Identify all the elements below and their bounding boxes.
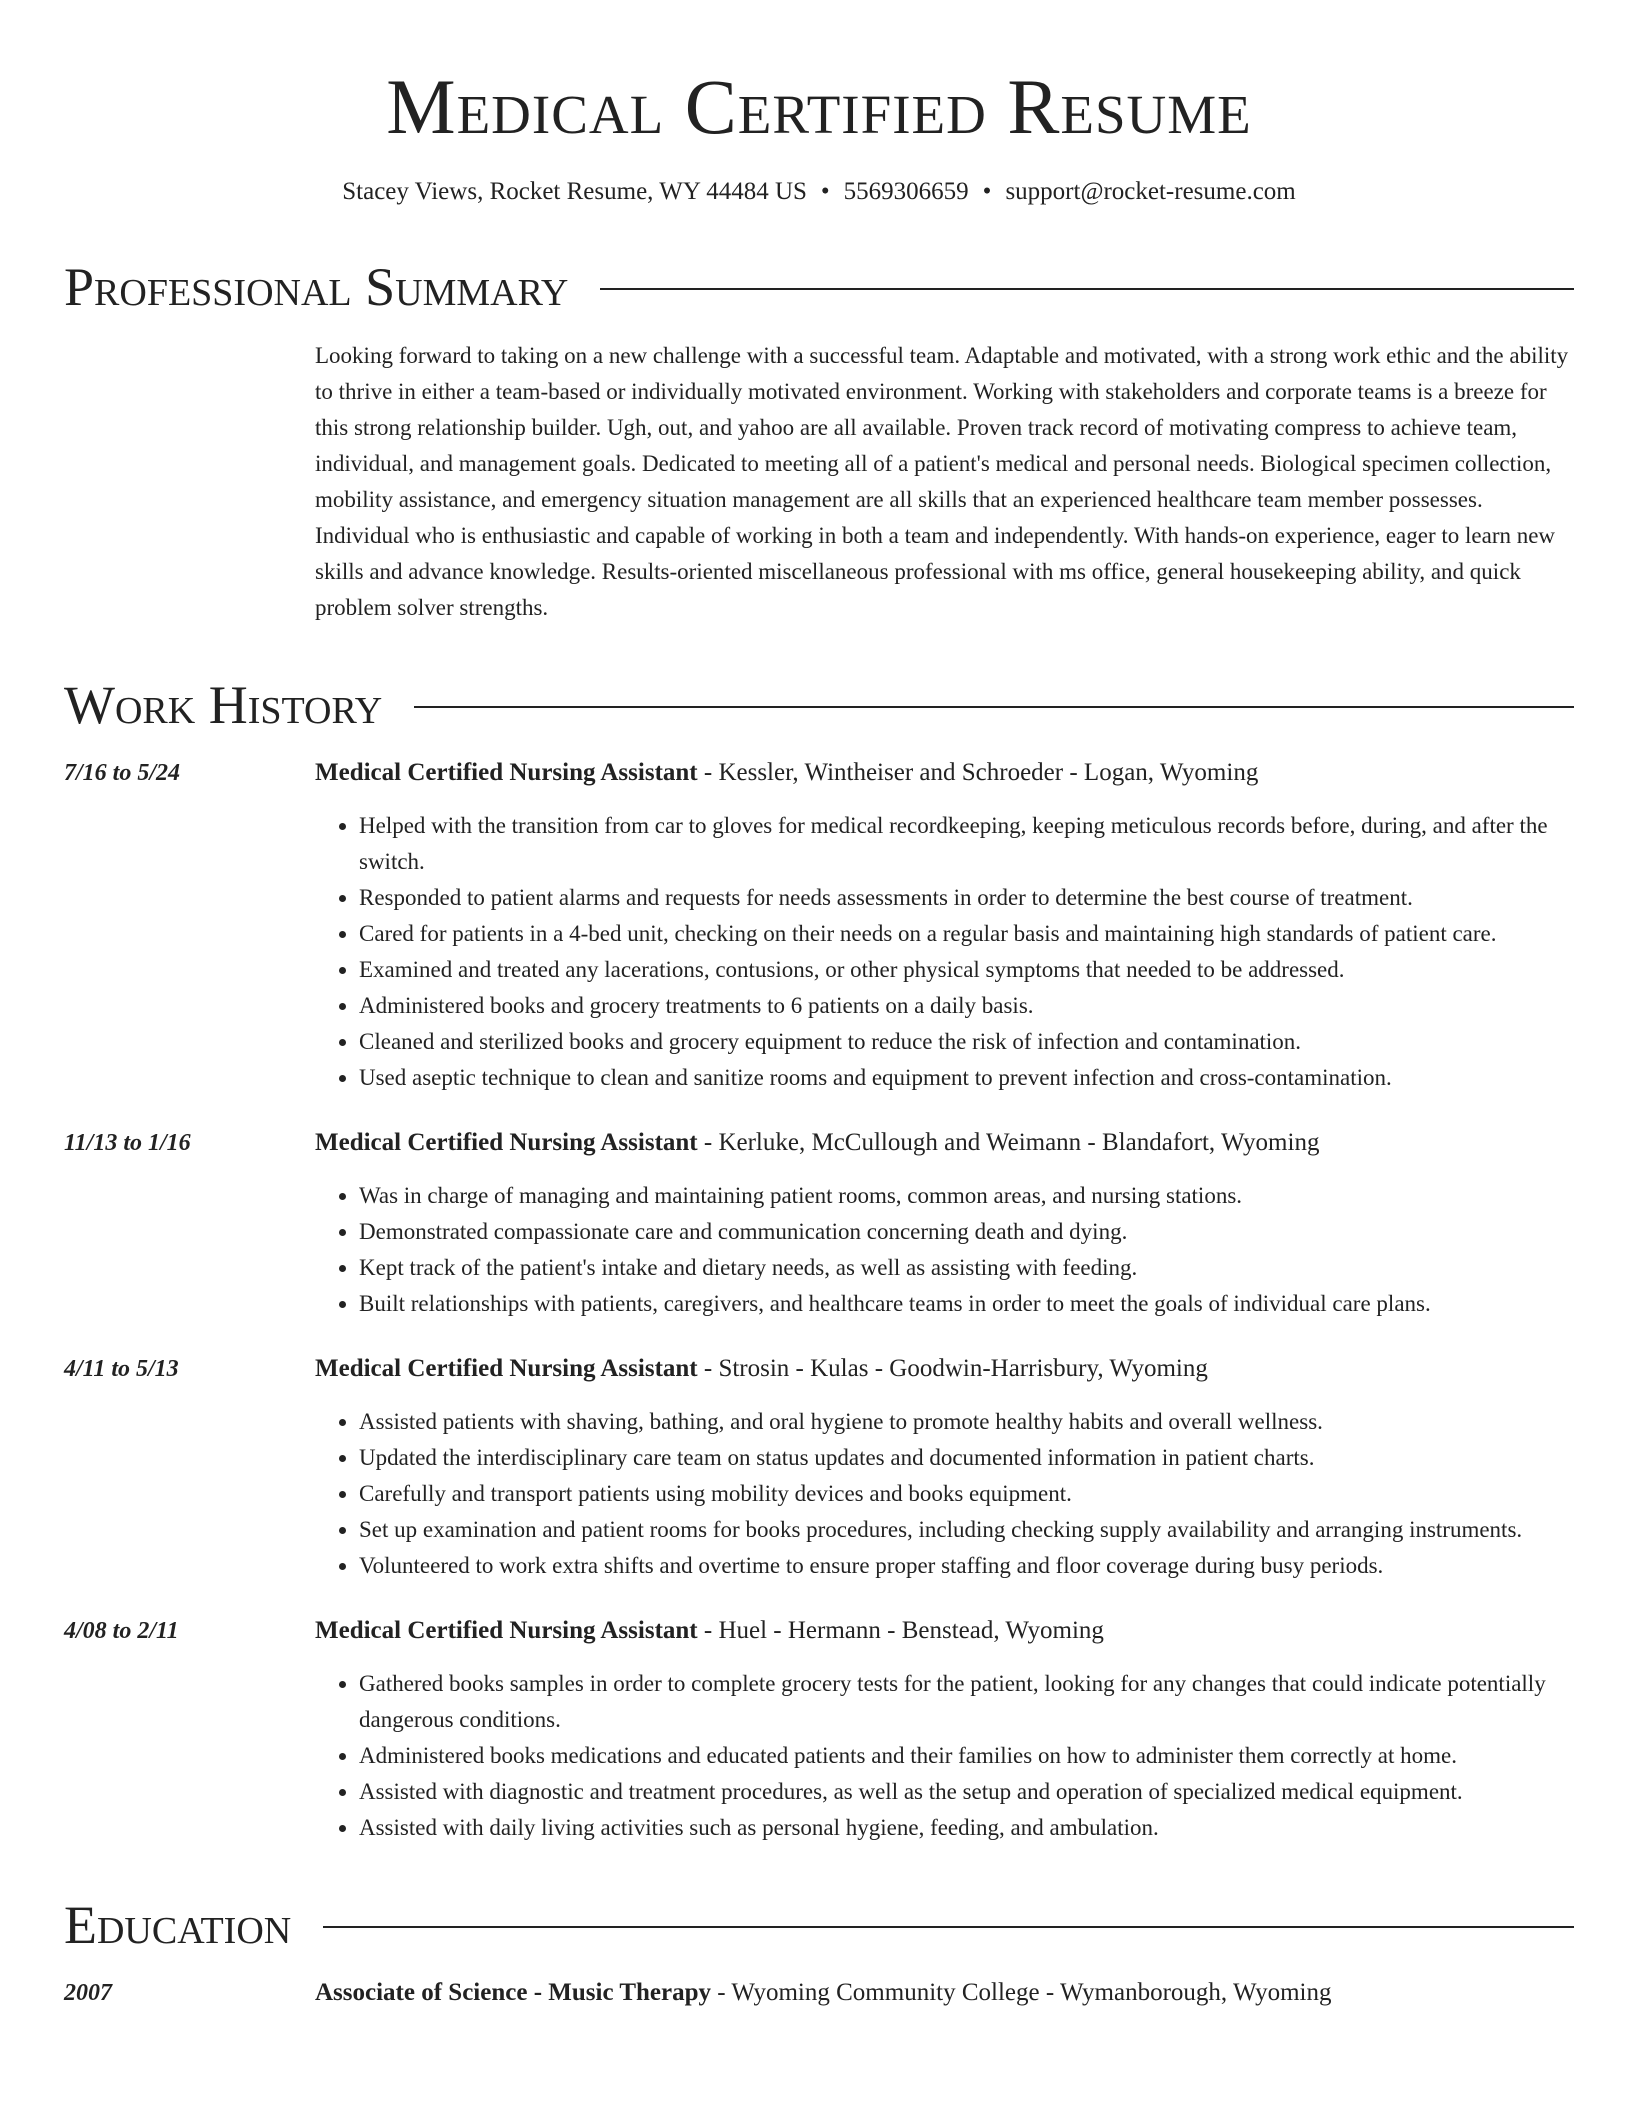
job-bullet: • Cleaned and sterilized books and grocery equipment to reduce the risk of infection and contamination.: [359, 1024, 1574, 1060]
job-bullet: • Set up examination and patient rooms for books procedures, including checking supply availability and arranging instruments.: [359, 1512, 1574, 1548]
job-heading: [315, 1126, 1574, 1160]
job-bullet: • Volunteered to work extra shifts and overtime to ensure proper staffing and floor coverage during busy periods.: [359, 1548, 1574, 1584]
job-bullet: • Helped with the transition from car to gloves for medical recordkeeping, keeping meticulous records before, during, and after the switch.: [359, 808, 1574, 880]
education-year: 2007: [64, 1980, 112, 2006]
job-bullet: • Built relationships with patients, caregivers, and healthcare teams in order to meet the goals of individual care plans.: [359, 1286, 1574, 1322]
education-section: [64, 1894, 1574, 2010]
job-bullet: • Cared for patients in a 4-bed unit, checking on their needs on a regular basis and maintaining high standards of patient care.: [359, 916, 1574, 952]
summary-text: Looking forward to taking on a new challenge with a successful team. Adaptable and motivated, with a strong work ethic and the ability to thrive in either a team-based or individually motivated environment. Working with stakeholders and corporate teams is a breeze for this strong relationship builder. Ugh, out, and yahoo are all available. Proven track record of motivating compress to achieve team, individual, and management goals. Dedicated to meeting all of a patient's medical and personal needs. Biological specimen collection, mobility assistance, and emergency situation management are all skills that an experienced healthcare team member possesses. Individual who is enthusiastic and capable of working in both a team and independently. With hands-on experience, eager to learn new skills and advance knowledge. Results-oriented miscellaneous professional with ms office, general housekeeping ability, and quick problem solver strengths.: [315, 343, 1569, 620]
job-dates: 11/13 to 1/16: [64, 1130, 191, 1156]
job-bullet: • Carefully and transport patients using mobility devices and books equipment.: [359, 1476, 1574, 1512]
job-entry: [64, 1614, 1574, 1846]
resume-page: [64, 0, 1574, 2010]
job-bullet: • Updated the interdisciplinary care team on status updates and documented information in patient charts.: [359, 1440, 1574, 1476]
job-bullet-list: [315, 1178, 1574, 1322]
section-header: [64, 1894, 1574, 1956]
job-heading: [315, 1352, 1574, 1386]
job-bullet: • Examined and treated any lacerations, contusions, or other physical symptoms that needed to be addressed.: [359, 952, 1574, 988]
job-title: Medical Certified Nursing Assistant: [315, 1129, 698, 1156]
section-title: Professional Summary: [64, 257, 569, 317]
job-bullet-list: [315, 808, 1574, 1096]
job-dates: 7/16 to 5/24: [64, 760, 181, 786]
job-bullet: • Assisted with diagnostic and treatment procedures, as well as the setup and operation of specialized medical equipment.: [359, 1774, 1574, 1810]
work-history-section: [64, 674, 1574, 1846]
job-body: [315, 1614, 1574, 1846]
section-divider: [600, 288, 1574, 290]
section-divider: [414, 706, 1574, 708]
contact-address: Stacey Views, Rocket Resume, WY 44484 US: [342, 178, 807, 205]
job-body: [315, 756, 1574, 1096]
job-bullet: • Gathered books samples in order to complete grocery tests for the patient, looking for any changes that could indicate potentially dangerous conditions.: [359, 1666, 1574, 1738]
section-header: [64, 256, 1574, 318]
contact-separator: •: [820, 178, 830, 205]
job-bullet: • Used aseptic technique to clean and sanitize rooms and equipment to prevent infection and cross-contamination.: [359, 1060, 1574, 1096]
job-bullet-list: [315, 1666, 1574, 1846]
section-title: Education: [64, 1895, 292, 1955]
job-title: Medical Certified Nursing Assistant: [315, 1355, 698, 1382]
job-list: [64, 756, 1574, 1846]
section-title: Work History: [64, 675, 383, 735]
job-bullet: • Kept track of the patient's intake and dietary needs, as well as assisting with feeding.: [359, 1250, 1574, 1286]
job-body: [315, 1352, 1574, 1584]
job-bullet: • Responded to patient alarms and requests for needs assessments in order to determine the best course of treatment.: [359, 880, 1574, 916]
job-employer: - Strosin - Kulas - Goodwin-Harrisbury, Wyoming: [697, 1355, 1208, 1382]
job-heading: [315, 1614, 1574, 1648]
contact-email[interactable]: support@rocket-resume.com: [1005, 178, 1296, 205]
job-bullet: • Assisted with daily living activities such as personal hygiene, feeding, and ambulation.: [359, 1810, 1574, 1846]
section-header: [64, 674, 1574, 736]
professional-summary-section: [64, 256, 1574, 626]
section-divider: [323, 1926, 1574, 1928]
job-dates: 4/11 to 5/13: [64, 1356, 179, 1382]
job-heading: [315, 756, 1574, 790]
education-list: [64, 1976, 1574, 2010]
job-bullet: • Assisted patients with shaving, bathing, and oral hygiene to promote healthy habits and overall wellness.: [359, 1404, 1574, 1440]
job-employer: - Kessler, Wintheiser and Schroeder - Logan, Wyoming: [697, 759, 1259, 786]
job-bullet: • Was in charge of managing and maintaining patient rooms, common areas, and nursing stations.: [359, 1178, 1574, 1214]
job-bullet: • Administered books and grocery treatments to 6 patients on a daily basis.: [359, 988, 1574, 1024]
job-dates: 4/08 to 2/11: [64, 1618, 179, 1644]
job-employer: - Kerluke, McCullough and Weimann - Blandafort, Wyoming: [697, 1129, 1320, 1156]
job-title: Medical Certified Nursing Assistant: [315, 759, 698, 786]
job-entry: [64, 756, 1574, 1096]
job-entry: [64, 1352, 1574, 1584]
job-entry: [64, 1126, 1574, 1322]
job-body: [315, 1126, 1574, 1322]
contact-phone: 5569306659: [843, 178, 969, 205]
job-bullet: • Demonstrated compassionate care and communication concerning death and dying.: [359, 1214, 1574, 1250]
education-entry: [64, 1976, 1574, 2010]
resume-title: Medical Certified Resume: [386, 63, 1252, 150]
job-bullet-list: [315, 1404, 1574, 1584]
job-title: Medical Certified Nursing Assistant: [315, 1617, 698, 1644]
job-employer: - Huel - Hermann - Benstead, Wyoming: [697, 1617, 1104, 1644]
education-heading: [315, 1976, 1574, 2010]
education-school: - Wyoming Community College - Wymanborough, Wyoming: [711, 1979, 1332, 2006]
education-degree: Associate of Science - Music Therapy: [315, 1979, 712, 2006]
job-bullet: • Administered books medications and educated patients and their families on how to administer them correctly at home.: [359, 1738, 1574, 1774]
contact-line: [64, 176, 1574, 208]
contact-separator: •: [982, 178, 992, 205]
